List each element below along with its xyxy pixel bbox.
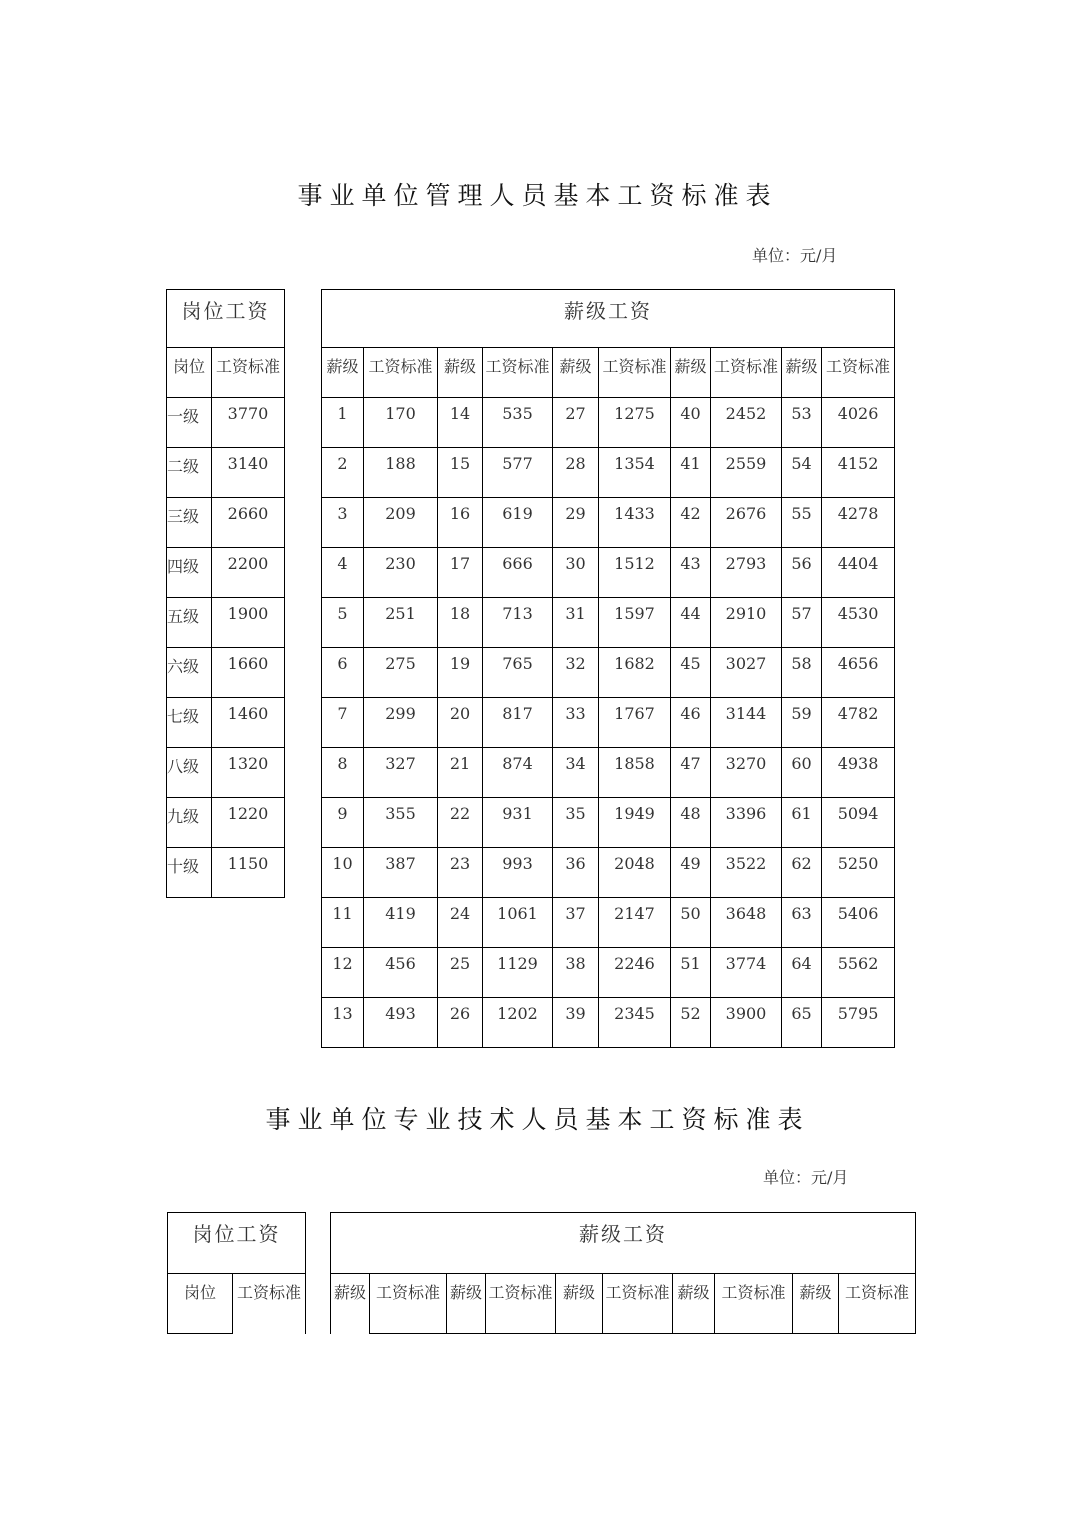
salary-standard-cell: 1354	[599, 448, 671, 498]
grade-cell: 15	[438, 448, 483, 498]
grade-cell: 14	[438, 398, 483, 448]
salary-standard-cell: 1061	[483, 898, 553, 948]
post-level-cell: 七级	[167, 698, 212, 748]
salary-standard-cell: 1682	[599, 648, 671, 698]
post-level-cell: 八级	[167, 748, 212, 798]
grade-cell: 49	[671, 848, 711, 898]
salary-standard-cell: 1320	[212, 748, 285, 798]
post-level-cell: 五级	[167, 598, 212, 648]
table-row	[322, 748, 895, 798]
table-row	[322, 498, 895, 548]
grade-salary-heading: 薪级工资	[322, 290, 895, 348]
salary-standard-cell: 535	[483, 398, 553, 448]
salary-standard-cell: 251	[364, 598, 438, 648]
management-unit-label: 单位：元/月	[752, 246, 838, 265]
grade-cell: 36	[553, 848, 599, 898]
technical-table-title: 事业单位专业技术人员基本工资标准表	[265, 1105, 810, 1134]
salary-standard-cell: 993	[483, 848, 553, 898]
grade-cell: 17	[438, 548, 483, 598]
salary-standard-cell: 1660	[212, 648, 285, 698]
post-salary-heading: 岗位工资	[167, 290, 285, 348]
grade-cell: 65	[782, 998, 822, 1048]
salary-standard-cell: 619	[483, 498, 553, 548]
management-post-salary-table	[166, 289, 285, 898]
salary-standard-cell: 2559	[711, 448, 782, 498]
salary-standard-cell: 1129	[483, 948, 553, 998]
column-header: 工资标准	[711, 348, 782, 398]
column-header: 工资标准	[603, 1274, 673, 1334]
salary-standard-cell: 355	[364, 798, 438, 848]
column-header: 薪级	[671, 348, 711, 398]
salary-standard-cell: 327	[364, 748, 438, 798]
grade-salary-heading: 薪级工资	[331, 1213, 916, 1274]
salary-standard-cell: 666	[483, 548, 553, 598]
salary-standard-cell: 1900	[212, 598, 285, 648]
salary-standard-cell: 4404	[822, 548, 895, 598]
grade-cell: 53	[782, 398, 822, 448]
salary-standard-cell: 230	[364, 548, 438, 598]
grade-cell: 42	[671, 498, 711, 548]
table-row	[167, 498, 285, 548]
table-row	[322, 948, 895, 998]
salary-standard-cell: 493	[364, 998, 438, 1048]
grade-cell: 23	[438, 848, 483, 898]
grade-cell: 21	[438, 748, 483, 798]
salary-standard-cell: 2660	[212, 498, 285, 548]
column-header: 薪级	[322, 348, 364, 398]
column-header: 工资标准	[370, 1274, 447, 1334]
grade-cell: 57	[782, 598, 822, 648]
salary-standard-cell: 2246	[599, 948, 671, 998]
grade-cell: 46	[671, 698, 711, 748]
salary-standard-cell: 4938	[822, 748, 895, 798]
grade-cell: 13	[322, 998, 364, 1048]
grade-cell: 3	[322, 498, 364, 548]
table-row	[322, 998, 895, 1048]
column-header: 薪级	[553, 348, 599, 398]
grade-cell: 51	[671, 948, 711, 998]
grade-cell: 55	[782, 498, 822, 548]
grade-cell: 61	[782, 798, 822, 848]
post-salary-heading: 岗位工资	[168, 1213, 306, 1274]
salary-standard-cell: 874	[483, 748, 553, 798]
salary-standard-cell: 2200	[212, 548, 285, 598]
management-grade-salary-table	[321, 289, 895, 1048]
salary-standard-cell: 275	[364, 648, 438, 698]
salary-standard-cell: 209	[364, 498, 438, 548]
grade-cell: 26	[438, 998, 483, 1048]
grade-cell: 9	[322, 798, 364, 848]
salary-standard-cell: 577	[483, 448, 553, 498]
salary-standard-cell: 170	[364, 398, 438, 448]
grade-cell: 18	[438, 598, 483, 648]
grade-cell: 47	[671, 748, 711, 798]
grade-cell: 25	[438, 948, 483, 998]
column-header: 薪级	[793, 1274, 839, 1334]
grade-cell: 63	[782, 898, 822, 948]
column-header: 工资标准	[715, 1274, 793, 1334]
grade-cell: 30	[553, 548, 599, 598]
grade-cell: 2	[322, 448, 364, 498]
grade-cell: 35	[553, 798, 599, 848]
table-row	[322, 548, 895, 598]
grade-cell: 22	[438, 798, 483, 848]
salary-standard-cell: 2910	[711, 598, 782, 648]
post-level-cell: 二级	[167, 448, 212, 498]
column-header: 岗位	[167, 348, 212, 398]
column-header: 薪级	[331, 1274, 370, 1334]
grade-cell: 19	[438, 648, 483, 698]
grade-cell: 24	[438, 898, 483, 948]
salary-standard-cell: 1767	[599, 698, 671, 748]
grade-cell: 33	[553, 698, 599, 748]
grade-cell: 28	[553, 448, 599, 498]
grade-cell: 59	[782, 698, 822, 748]
grade-cell: 41	[671, 448, 711, 498]
salary-standard-cell: 1275	[599, 398, 671, 448]
grade-cell: 54	[782, 448, 822, 498]
grade-cell: 39	[553, 998, 599, 1048]
table-row	[167, 698, 285, 748]
grade-cell: 31	[553, 598, 599, 648]
post-level-cell: 一级	[167, 398, 212, 448]
salary-standard-cell: 931	[483, 798, 553, 848]
table-row	[167, 798, 285, 848]
grade-cell: 62	[782, 848, 822, 898]
technical-post-salary-table	[167, 1212, 306, 1334]
grade-cell: 4	[322, 548, 364, 598]
grade-cell: 43	[671, 548, 711, 598]
grade-cell: 12	[322, 948, 364, 998]
table-row	[322, 398, 895, 448]
salary-standard-cell: 2793	[711, 548, 782, 598]
grade-cell: 58	[782, 648, 822, 698]
table-row	[167, 398, 285, 448]
grade-cell: 8	[322, 748, 364, 798]
post-level-cell: 九级	[167, 798, 212, 848]
grade-cell: 34	[553, 748, 599, 798]
column-header: 岗位	[168, 1274, 233, 1334]
salary-standard-cell: 4530	[822, 598, 895, 648]
salary-standard-cell: 3900	[711, 998, 782, 1048]
salary-standard-cell: 1460	[212, 698, 285, 748]
salary-standard-cell: 2452	[711, 398, 782, 448]
salary-standard-cell: 1202	[483, 998, 553, 1048]
table-row	[167, 748, 285, 798]
column-header: 薪级	[673, 1274, 715, 1334]
salary-standard-cell: 1220	[212, 798, 285, 848]
salary-standard-cell: 3027	[711, 648, 782, 698]
grade-cell: 16	[438, 498, 483, 548]
salary-standard-cell: 2147	[599, 898, 671, 948]
table-row	[167, 448, 285, 498]
table-row	[322, 448, 895, 498]
salary-standard-cell: 4026	[822, 398, 895, 448]
table-row	[167, 548, 285, 598]
grade-cell: 44	[671, 598, 711, 648]
grade-cell: 27	[553, 398, 599, 448]
technical-unit-label: 单位：元/月	[763, 1168, 849, 1187]
salary-standard-cell: 387	[364, 848, 438, 898]
salary-standard-cell: 3396	[711, 798, 782, 848]
salary-standard-cell: 5250	[822, 848, 895, 898]
salary-standard-cell: 3522	[711, 848, 782, 898]
column-header: 工资标准	[483, 348, 553, 398]
salary-standard-cell: 3270	[711, 748, 782, 798]
column-header: 薪级	[782, 348, 822, 398]
grade-cell: 56	[782, 548, 822, 598]
grade-cell: 60	[782, 748, 822, 798]
column-header: 工资标准	[599, 348, 671, 398]
grade-cell: 11	[322, 898, 364, 948]
salary-standard-cell: 3648	[711, 898, 782, 948]
grade-cell: 45	[671, 648, 711, 698]
grade-cell: 20	[438, 698, 483, 748]
table-row	[322, 898, 895, 948]
salary-standard-cell: 4782	[822, 698, 895, 748]
post-level-cell: 六级	[167, 648, 212, 698]
salary-standard-cell: 1858	[599, 748, 671, 798]
salary-standard-cell: 5562	[822, 948, 895, 998]
salary-standard-cell: 765	[483, 648, 553, 698]
grade-cell: 7	[322, 698, 364, 748]
salary-standard-cell: 5795	[822, 998, 895, 1048]
column-header: 工资标准	[486, 1274, 556, 1334]
column-header: 薪级	[438, 348, 483, 398]
salary-standard-cell: 4656	[822, 648, 895, 698]
table-row	[167, 598, 285, 648]
post-level-cell: 四级	[167, 548, 212, 598]
grade-cell: 10	[322, 848, 364, 898]
salary-standard-cell: 3774	[711, 948, 782, 998]
salary-standard-cell: 456	[364, 948, 438, 998]
post-level-cell: 十级	[167, 848, 212, 898]
grade-cell: 64	[782, 948, 822, 998]
salary-standard-cell: 5406	[822, 898, 895, 948]
grade-cell: 37	[553, 898, 599, 948]
table-row	[322, 648, 895, 698]
grade-cell: 6	[322, 648, 364, 698]
salary-standard-cell: 2345	[599, 998, 671, 1048]
grade-cell: 29	[553, 498, 599, 548]
column-header: 薪级	[447, 1274, 486, 1334]
technical-grade-salary-table	[330, 1212, 916, 1334]
grade-cell: 38	[553, 948, 599, 998]
table-row	[167, 848, 285, 898]
column-header: 工资标准	[822, 348, 895, 398]
grade-cell: 1	[322, 398, 364, 448]
salary-standard-cell: 1949	[599, 798, 671, 848]
salary-standard-cell: 4152	[822, 448, 895, 498]
grade-cell: 5	[322, 598, 364, 648]
salary-standard-cell: 817	[483, 698, 553, 748]
salary-standard-cell: 1433	[599, 498, 671, 548]
grade-cell: 52	[671, 998, 711, 1048]
salary-standard-cell: 1512	[599, 548, 671, 598]
salary-standard-cell: 3140	[212, 448, 285, 498]
table-row	[322, 848, 895, 898]
post-level-cell: 三级	[167, 498, 212, 548]
table-row	[322, 598, 895, 648]
salary-standard-cell: 4278	[822, 498, 895, 548]
column-header: 工资标准	[233, 1274, 306, 1334]
salary-standard-cell: 5094	[822, 798, 895, 848]
grade-cell: 32	[553, 648, 599, 698]
salary-standard-cell: 1597	[599, 598, 671, 648]
column-header: 工资标准	[839, 1274, 916, 1334]
grade-cell: 50	[671, 898, 711, 948]
management-table-title: 事业单位管理人员基本工资标准表	[297, 181, 778, 210]
column-header: 薪级	[556, 1274, 603, 1334]
column-header: 工资标准	[212, 348, 285, 398]
salary-standard-cell: 419	[364, 898, 438, 948]
salary-standard-cell: 3144	[711, 698, 782, 748]
grade-cell: 48	[671, 798, 711, 848]
salary-standard-cell: 3770	[212, 398, 285, 448]
column-header: 工资标准	[364, 348, 438, 398]
table-row	[322, 798, 895, 848]
salary-standard-cell: 713	[483, 598, 553, 648]
salary-standard-cell: 2048	[599, 848, 671, 898]
salary-standard-cell: 188	[364, 448, 438, 498]
table-row	[167, 648, 285, 698]
table-row	[322, 698, 895, 748]
salary-standard-cell: 299	[364, 698, 438, 748]
salary-standard-cell: 1150	[212, 848, 285, 898]
salary-standard-cell: 2676	[711, 498, 782, 548]
grade-cell: 40	[671, 398, 711, 448]
